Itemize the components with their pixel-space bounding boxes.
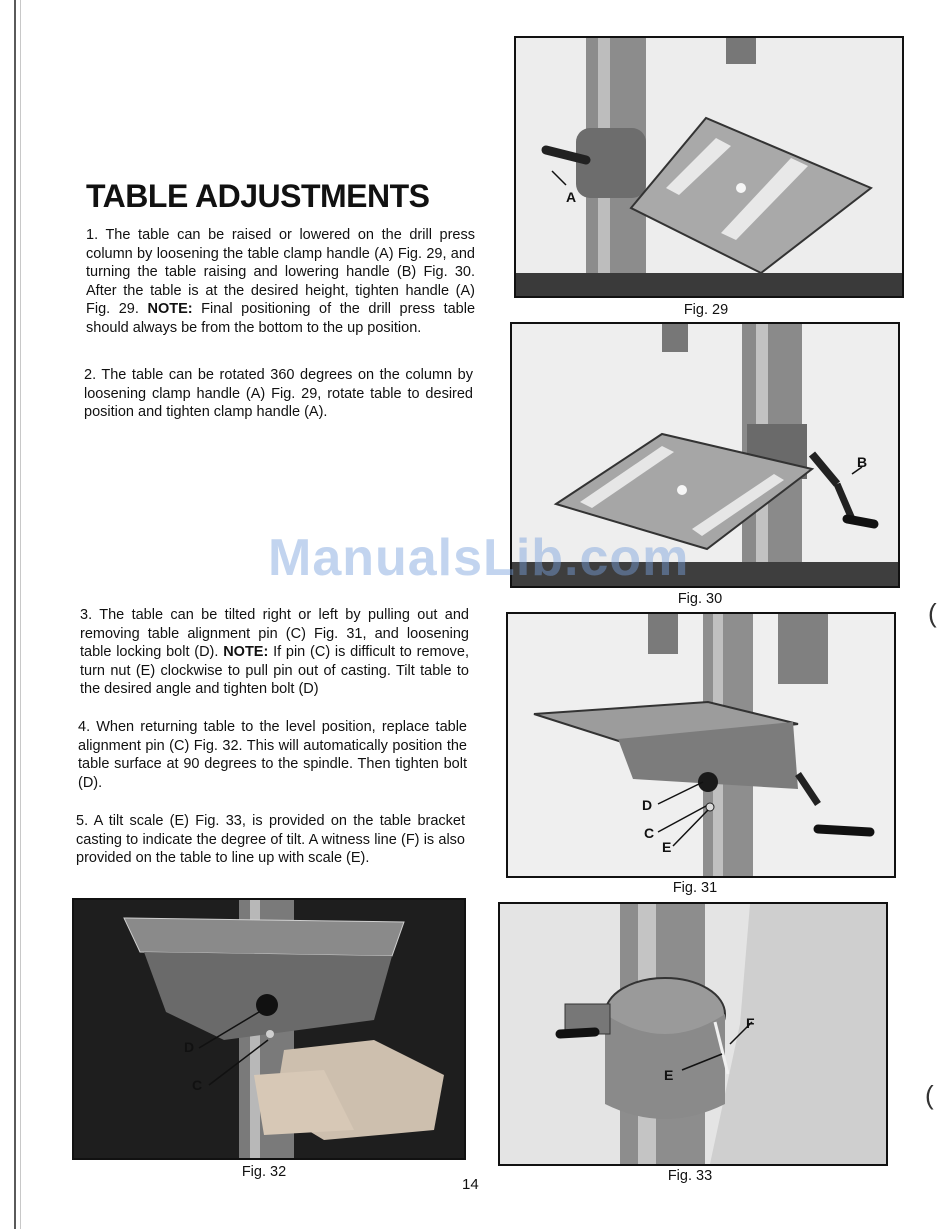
- figure-29-photo: [514, 36, 904, 298]
- paragraph-5-text: 5. A tilt scale (E) Fig. 33, is provided on the table bracket casting to indicate the degree of tilt. A witness line (F) is also provided on the table to line up with scale (E).: [76, 813, 465, 866]
- fig29-drawing: [516, 38, 902, 296]
- paragraph-3-note-label: NOTE:: [223, 644, 269, 660]
- paragraph-5: [76, 812, 465, 868]
- binding-edge: [14, 0, 16, 1229]
- fig33-drawing: [500, 904, 886, 1164]
- watermark: ManualsLib.com: [268, 529, 690, 587]
- fig33-label-f: F: [746, 1015, 755, 1031]
- binding-edge-shadow: [20, 0, 21, 1229]
- fig32-drawing: [74, 900, 464, 1158]
- fig30-label-b: B: [857, 454, 868, 470]
- figure-32-caption: Fig. 32: [241, 1164, 287, 1180]
- paragraph-4-text: 4. When returning table to the level position, replace table alignment pin (C) Fig. 32. This will automatically position the table surface at 90 degrees to the spindle. Then tighten bolt (D).: [78, 719, 467, 791]
- fig31-label-c: C: [644, 825, 655, 841]
- figure-29-caption: Fig. 29: [683, 302, 729, 318]
- fig33-label-e: E: [664, 1067, 674, 1083]
- scan-edge-mark-lower: (: [925, 1080, 934, 1110]
- figure-31-photo: [506, 612, 896, 878]
- paragraph-4: [78, 718, 467, 792]
- paragraph-2-text: 2. The table can be rotated 360 degrees on the column by loosening clamp handle (A) Fig. 29, rotate table to desired position and tighten clamp handle (A).: [84, 367, 473, 420]
- scan-edge-mark-upper: (: [928, 598, 937, 628]
- fig31-label-d: D: [642, 797, 653, 813]
- paragraph-3-text: 3. The table can be tilted right or left by pulling out and removing table alignment pin (C) Fig. 31, and loosening table locking bolt (D).: [80, 607, 469, 660]
- figure-33-photo: [498, 902, 888, 1166]
- paragraph-1: [86, 226, 475, 337]
- paragraph-2: [84, 366, 473, 422]
- figure-33-caption: Fig. 33: [667, 1168, 713, 1184]
- page-title: TABLE ADJUSTMENTS: [86, 178, 430, 214]
- paragraph-1-text: 1. The table can be raised or lowered on the drill press column by loosening the table clamp handle (A) Fig. 29, and turning the table raising and lowering handle (B) Fig. 30. After the table is at the desired height, tighten handle (A) Fig. 29.: [86, 227, 475, 317]
- paragraph-1-note-label: NOTE:: [147, 301, 193, 317]
- page-number: 14: [462, 1176, 479, 1193]
- paragraph-1-note-text: Final positioning of the drill press table should always be from the bottom to the up position.: [86, 301, 476, 336]
- fig32-label-c: C: [192, 1077, 203, 1093]
- fig31-drawing: [508, 614, 894, 876]
- fig32-label-d: D: [184, 1039, 195, 1055]
- paragraph-3: [80, 606, 469, 699]
- fig31-label-e: E: [662, 839, 672, 855]
- fig29-label-a: A: [566, 189, 577, 205]
- paragraph-3-note-text: If pin (C) is difficult to remove, turn nut (E) clockwise to pull pin out of casting. Tilt table to the desired angle and tighten bolt (D): [80, 644, 470, 697]
- figure-32-photo: [72, 898, 466, 1160]
- figure-30-caption: Fig. 30: [677, 591, 723, 607]
- figure-31-caption: Fig. 31: [672, 880, 718, 896]
